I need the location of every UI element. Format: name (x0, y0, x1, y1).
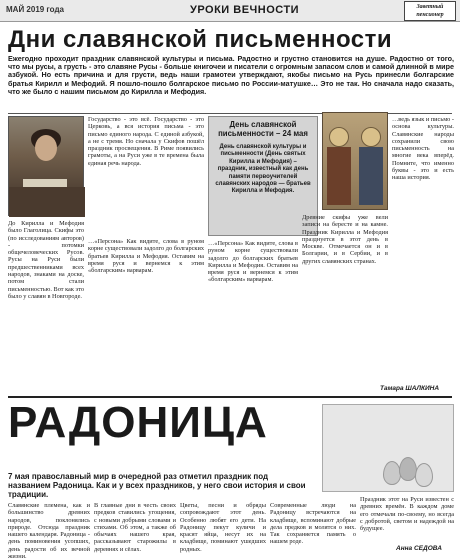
issue-date: МАЙ 2019 года (6, 5, 64, 14)
article-column-4: Древние скифы уже вели записи на бересте и на камне. Праздник Кирилла и Мефодия празднуется в этот день в Москве. Отмечается он и в Болгарии, и в Сербии, и в других славянских странах. (302, 214, 388, 265)
article-title: Дни славянской письменности (8, 26, 393, 53)
page-header (0, 0, 460, 22)
article2-author: Анна СЕДОВА (396, 545, 442, 552)
article-lead: Ежегодно проходит праздник славянской культуры и письма. Радостно и грустно становится на душе. Радостно от того, что мы русы, а грусть - это славяне Русы - больше книгочеи и писатели с огромным запасом слов и самой длинной в мире азбукой. Но есть причина и для грусти, ведь наши грамотеи утверждают, якобы письмо на Русь принесли болгарские братья Кирилл и Мефодий. Я пошло-пошло болгарское письмо по России-матушке… Это не так. Но сначала надо сказать, что же было с нашим письмом до Кирилла и Мефодия. (8, 54, 454, 96)
article2-lead: 7 мая православный мир в очередной раз отметил праздник под названием Радоница. Как и у всех праздников, у него свои история и свои традиции. (8, 472, 306, 500)
section-rubric: УРОКИ ВЕЧНОСТИ (190, 4, 300, 16)
infobox-title: День славянской письменности – 24 мая (218, 120, 308, 138)
author-photo (8, 116, 84, 216)
photo-caption: До Кирилла и Мефодия было Глаголица. Скифы это (по исследованиям авторов) - потомки общечеловеческих Русов. Русы на Руси были предшественниками всех народов, знаками на доске, потом стали письменностью. Вот как это было у славян в Новгороде. (8, 220, 85, 300)
article2-column-1: Славянские племена, как и большинство древних народов, поклонялись природе. Отсюда праздник нашего календаря. Радоница - день поминовения усопших, день радости об их вечной жизни. (8, 502, 90, 560)
article-column-2b: …«Персона» Как видите, слова в руном корне существовали задолго до болгарских братьев Кирилла и Мефодия. Оставим на время руся и вернемся к этим «болгарским» варварам. (88, 238, 204, 275)
icon-image (322, 112, 388, 210)
article-column-2: Государство - это всё. Государство - это Церковь, а вся история письма - это письмо единого народа. С единой азбукой, а не с тремя. Но сначала у Скифов пошёл праздник просвещения. В Риме появились грамоты, а на Руси уже в те времена была единая речь народа. (88, 116, 204, 167)
article-column-3: …«Персона» Как видите, слова в руном корне существовали задолго до болгарских братьев Кирилла и Мефодия. Оставим на время руся и вернемся к этим «болгарским» варварам. (208, 240, 298, 284)
eggs-illustration (322, 404, 454, 492)
article2-column-2: В главные дни в честь своих предков ставились угощения, с новыми добрыми словами и стихами. Об этом, а также об обычаях нашего края, рассказывают старожилы в деревнях и сёлах. (94, 502, 176, 553)
article2-column-4: Современные люди на Радоницу встречаются на кладбище, вспоминают добрые дела предков и молятся о них. Так сохраняется память о нашем роде. (270, 502, 356, 546)
infobox-body: День славянской культуры и письменности (День святых Кирилла и Мефодия) – праздник, известный как день памяти первоучителей славянских народов — братьев Кирилла и Мефодия. (215, 144, 311, 195)
article2-column-5: Праздник этот на Руси известен с древних времён. В каждом доме его отмечали по-своему, но всегда с добротой, светом и надеждой на будущее. (360, 496, 454, 533)
newspaper-logo: Заветный пенсионер (404, 1, 456, 21)
article2-title: РАДОНИЦА (8, 398, 268, 447)
article-column-5: …ведь язык и письмо - основа культуры. Славянские народы сохранили свою письменность на многие века вперёд. Помните, что именно буквы - это и есть наша история. (392, 116, 454, 182)
article2-column-3: Цветы, песни и обряды сопровождают этот день. Особенно любят его дети. На Радоницу пекут куличи и красят яйца, несут их на кладбище, поминают ушедших родных. (180, 502, 266, 553)
article-author: Тамара ШАЛКИНА (380, 385, 440, 392)
